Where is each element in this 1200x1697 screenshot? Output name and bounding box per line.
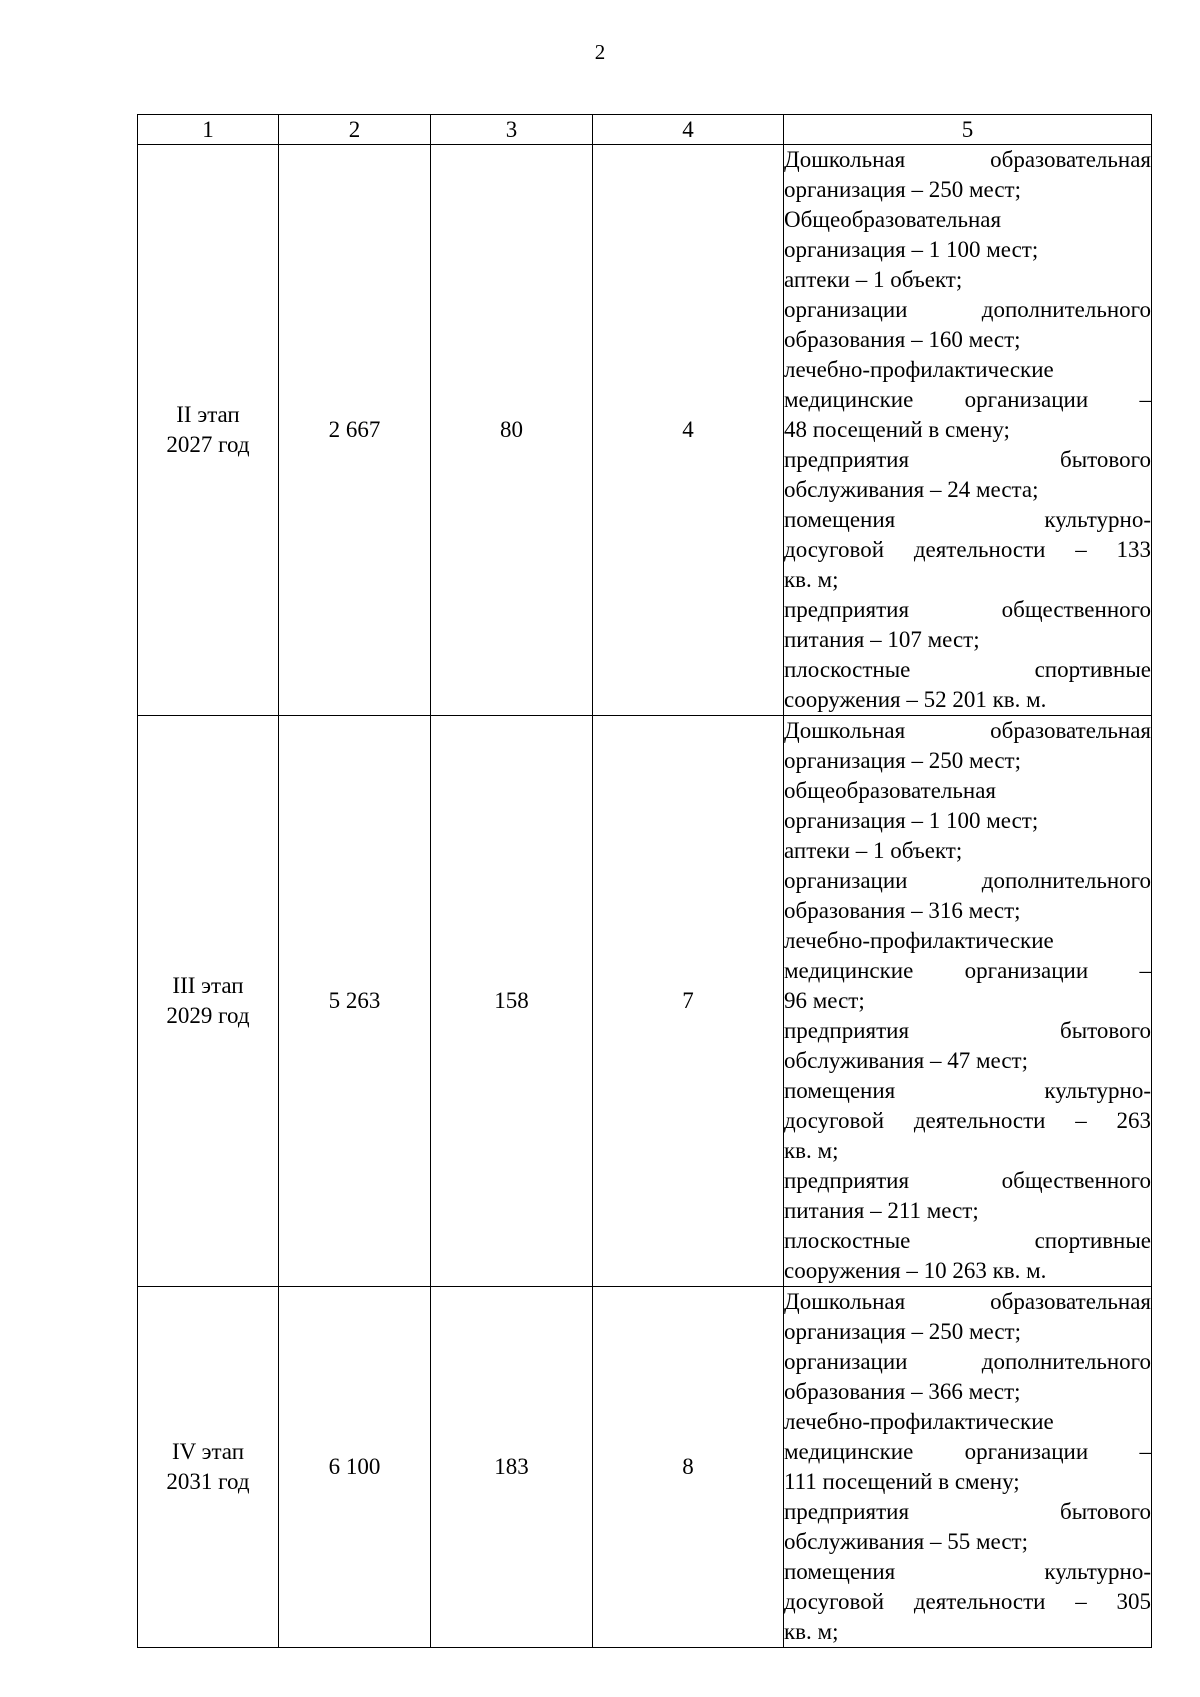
header-row (138, 115, 1152, 145)
facility-line: образования – 316 мест; (784, 898, 1021, 923)
facility-line: образования – 160 мест; (784, 327, 1021, 352)
facility-line: досуговой деятельности – 305 (784, 1589, 1151, 1614)
col4-cell: 8 (593, 1287, 784, 1648)
facility-line: предприятия бытового (784, 1499, 1151, 1524)
stage-cell (138, 716, 279, 1287)
facility-line: лечебно-профилактические (784, 357, 1054, 382)
facility-line: помещения культурно- (784, 1078, 1151, 1103)
facility-line: организация – 1 100 мест; (784, 808, 1039, 833)
col4-cell: 4 (593, 145, 784, 716)
stages-table (137, 114, 1152, 1648)
stage-cell (138, 145, 279, 716)
facility-line: плоскостные спортивные (784, 1228, 1151, 1253)
facility-line: лечебно-профилактические (784, 928, 1054, 953)
facilities-cell (784, 716, 1152, 1287)
facility-line: 48 посещений в смену; (784, 417, 1010, 442)
facility-line: Общеобразовательная (784, 207, 1002, 232)
facility-line: досуговой деятельности – 133 (784, 537, 1151, 562)
facility-line: организация – 250 мест; (784, 748, 1021, 773)
stage-label: II этап (176, 402, 240, 427)
stage-year: 2027 год (166, 432, 250, 457)
column-header: 4 (593, 115, 784, 145)
facility-line: организации дополнительного (784, 868, 1151, 893)
facilities-cell (784, 145, 1152, 716)
col2-cell: 2 667 (279, 145, 431, 716)
facility-line: организации дополнительного (784, 297, 1151, 322)
table-row (138, 145, 1152, 716)
page-number: 2 (594, 40, 606, 64)
col3-cell: 80 (431, 145, 593, 716)
facility-line: досуговой деятельности – 263 (784, 1108, 1151, 1133)
facility-line: общеобразовательная (784, 778, 996, 803)
stage-year: 2031 год (166, 1469, 250, 1494)
col3-cell: 158 (431, 716, 593, 1287)
facility-line: медицинские организации – (784, 1439, 1151, 1464)
column-header: 3 (431, 115, 593, 145)
col3-cell: 183 (431, 1287, 593, 1648)
facility-line: аптеки – 1 объект; (784, 267, 963, 292)
column-header: 1 (138, 115, 279, 145)
stage-year: 2029 год (166, 1003, 250, 1028)
facility-line: обслуживания – 55 мест; (784, 1529, 1028, 1554)
facilities-cell (784, 1287, 1152, 1648)
facility-line: сооружения – 10 263 кв. м. (784, 1258, 1047, 1283)
facility-line: организации дополнительного (784, 1349, 1151, 1374)
stage-cell (138, 1287, 279, 1648)
col4-cell: 7 (593, 716, 784, 1287)
facility-line: медицинские организации – (784, 387, 1151, 412)
col2-cell: 5 263 (279, 716, 431, 1287)
facility-line: Дошкольная образовательная (784, 718, 1151, 743)
table-row (138, 716, 1152, 1287)
table-row (138, 1287, 1152, 1648)
facility-line: лечебно-профилактические (784, 1409, 1054, 1434)
facility-line: организация – 250 мест; (784, 1319, 1021, 1344)
facility-line: сооружения – 52 201 кв. м. (784, 687, 1047, 712)
column-header: 5 (784, 115, 1152, 145)
facility-line: обслуживания – 24 места; (784, 477, 1039, 502)
facility-line: предприятия бытового (784, 1018, 1151, 1043)
facility-line: медицинские организации – (784, 958, 1151, 983)
facility-line: аптеки – 1 объект; (784, 838, 963, 863)
facility-line: кв. м; (784, 1138, 839, 1163)
facility-line: питания – 211 мест; (784, 1198, 979, 1223)
facility-line: обслуживания – 47 мест; (784, 1048, 1028, 1073)
facility-line: помещения культурно- (784, 1559, 1151, 1584)
facility-line: предприятия общественного (784, 1168, 1151, 1193)
column-header: 2 (279, 115, 431, 145)
facility-line: 111 посещений в смену; (784, 1469, 1020, 1494)
facility-line: Дошкольная образовательная (784, 147, 1151, 172)
facility-line: питания – 107 мест; (784, 627, 980, 652)
stage-label: IV этап (171, 1439, 245, 1464)
facility-line: 96 мест; (784, 988, 865, 1013)
facility-line: кв. м; (784, 567, 839, 592)
facility-line: помещения культурно- (784, 507, 1151, 532)
facility-line: Дошкольная образовательная (784, 1289, 1151, 1314)
facility-line: организация – 250 мест; (784, 177, 1021, 202)
facility-line: кв. м; (784, 1619, 839, 1644)
facility-line: организация – 1 100 мест; (784, 237, 1039, 262)
col2-cell: 6 100 (279, 1287, 431, 1648)
stage-label: III этап (172, 973, 244, 998)
facility-line: предприятия общественного (784, 597, 1151, 622)
facility-line: плоскостные спортивные (784, 657, 1151, 682)
facility-line: предприятия бытового (784, 447, 1151, 472)
facility-line: образования – 366 мест; (784, 1379, 1021, 1404)
